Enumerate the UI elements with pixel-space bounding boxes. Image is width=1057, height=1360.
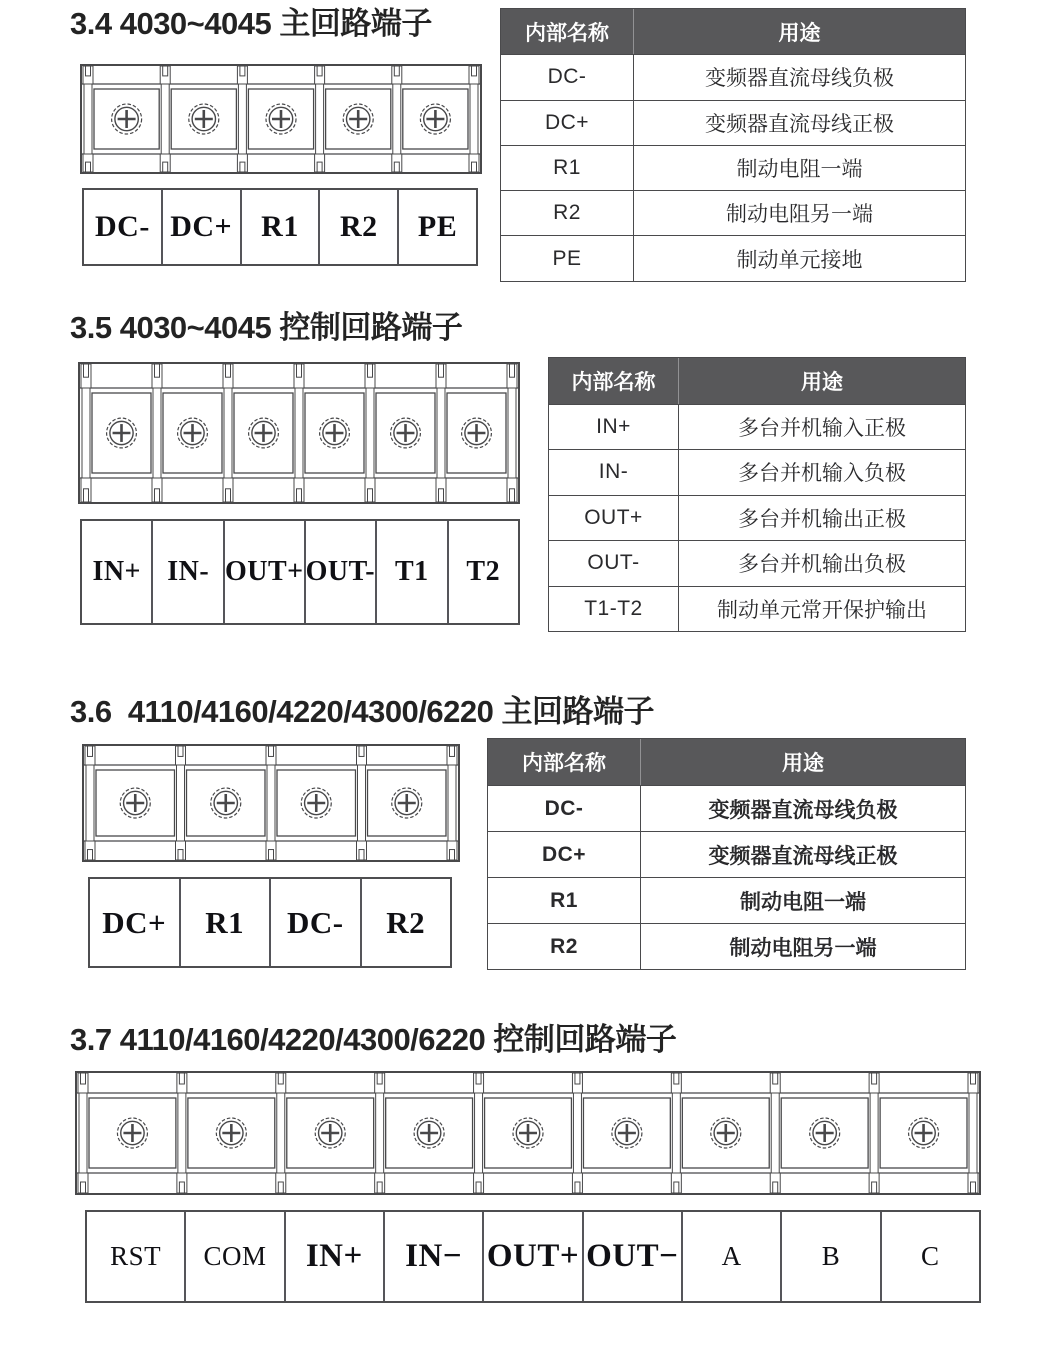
table-cell-purpose: 变频器直流母线负极 xyxy=(634,54,965,99)
table-cell-purpose: 多台并机输出负极 xyxy=(679,540,965,586)
section-heading-3-7: 3.7 4110/4160/4220/4300/6220 控制回路端子 xyxy=(70,1022,677,1057)
table-cell-name: R2 xyxy=(501,190,634,235)
table-header-internal-name: 内部名称 xyxy=(549,358,679,404)
table-cell-purpose: 变频器直流母线负极 xyxy=(641,785,965,831)
terminal-label: R2 xyxy=(320,190,399,264)
table-cell-purpose: 制动电阻另一端 xyxy=(634,190,965,235)
table-header-purpose: 用途 xyxy=(679,358,965,404)
table-cell-name: OUT- xyxy=(549,540,679,586)
terminal-block-drawing-3-5 xyxy=(78,362,520,504)
table-cell-name: DC+ xyxy=(488,831,641,877)
terminal-table-3-6 xyxy=(487,738,966,970)
table-cell-purpose: 制动单元常开保护输出 xyxy=(679,586,965,632)
terminal-label: C xyxy=(921,1241,940,1271)
terminal-label: IN+ xyxy=(82,521,153,623)
section-heading-3-6: 3.6 4110/4160/4220/4300/6220 主回路端子 xyxy=(70,694,654,729)
terminal-label-strip-3-4 xyxy=(82,188,478,266)
terminal-label: T2 xyxy=(466,556,501,587)
terminal-label: RST xyxy=(87,1212,186,1301)
terminal-label-strip-3-6 xyxy=(88,877,452,968)
table-cell-name: OUT+ xyxy=(549,495,679,541)
table-cell-purpose: 制动电阻另一端 xyxy=(641,923,965,969)
terminal-label: DC+ xyxy=(163,190,242,264)
terminal-label: R1 xyxy=(242,190,321,264)
terminal-screws-graphic xyxy=(82,744,460,862)
table-cell-purpose: 多台并机输出正极 xyxy=(679,495,965,541)
terminal-screws-graphic xyxy=(75,1071,981,1195)
table-header-purpose: 用途 xyxy=(634,9,965,54)
table-cell-purpose: 多台并机输入负极 xyxy=(679,449,965,495)
table-cell-name: PE xyxy=(501,235,634,280)
table-cell-purpose: 制动电阻一端 xyxy=(641,877,965,923)
terminal-label: T1 xyxy=(377,521,448,623)
terminal-label: R2 xyxy=(386,904,426,940)
table-cell-name: R2 xyxy=(488,923,641,969)
terminal-label: COM xyxy=(186,1212,285,1301)
table-header-purpose: 用途 xyxy=(641,739,965,785)
section-heading-3-5: 3.5 4030~4045 控制回路端子 xyxy=(70,310,463,345)
terminal-screws-graphic xyxy=(78,362,520,504)
table-cell-name: DC- xyxy=(488,785,641,831)
table-header-internal-name: 内部名称 xyxy=(501,9,634,54)
table-cell-purpose: 变频器直流母线正极 xyxy=(634,100,965,145)
table-header-internal-name: 内部名称 xyxy=(488,739,641,785)
terminal-label: IN− xyxy=(385,1212,484,1301)
terminal-label: DC+ xyxy=(90,879,181,966)
terminal-block-drawing-3-4 xyxy=(80,64,482,174)
terminal-label-strip-3-5 xyxy=(80,519,520,625)
terminal-label: OUT+ xyxy=(484,1212,583,1301)
table-cell-purpose: 变频器直流母线正极 xyxy=(641,831,965,877)
table-cell-purpose: 制动单元接地 xyxy=(634,235,965,280)
table-cell-name: R1 xyxy=(488,877,641,923)
table-cell-name: R1 xyxy=(501,145,634,190)
table-cell-purpose: 多台并机输入正极 xyxy=(679,404,965,450)
terminal-label: R1 xyxy=(181,879,272,966)
table-cell-name: IN+ xyxy=(549,404,679,450)
section-heading-3-4: 3.4 4030~4045 主回路端子 xyxy=(70,6,432,41)
terminal-table-3-4 xyxy=(500,8,966,282)
terminal-label: OUT+ xyxy=(225,521,306,623)
table-cell-purpose: 制动电阻一端 xyxy=(634,145,965,190)
terminal-block-drawing-3-7 xyxy=(75,1071,981,1195)
terminal-label: DC- xyxy=(84,190,163,264)
terminal-label: OUT- xyxy=(306,521,377,623)
terminal-label: DC- xyxy=(271,879,362,966)
terminal-table-3-5 xyxy=(548,357,966,632)
table-cell-name: DC- xyxy=(501,54,634,99)
terminal-block-drawing-3-6 xyxy=(82,744,460,862)
terminal-label: A xyxy=(683,1212,782,1301)
table-cell-name: IN- xyxy=(549,449,679,495)
terminal-label: PE xyxy=(417,210,458,243)
terminal-label: B xyxy=(782,1212,881,1301)
terminal-screws-graphic xyxy=(80,64,482,174)
terminal-label: IN+ xyxy=(286,1212,385,1301)
table-cell-name: T1-T2 xyxy=(549,586,679,632)
terminal-label: IN- xyxy=(153,521,224,623)
terminal-label: OUT− xyxy=(584,1212,683,1301)
table-cell-name: DC+ xyxy=(501,100,634,145)
terminal-label-strip-3-7 xyxy=(85,1210,981,1303)
